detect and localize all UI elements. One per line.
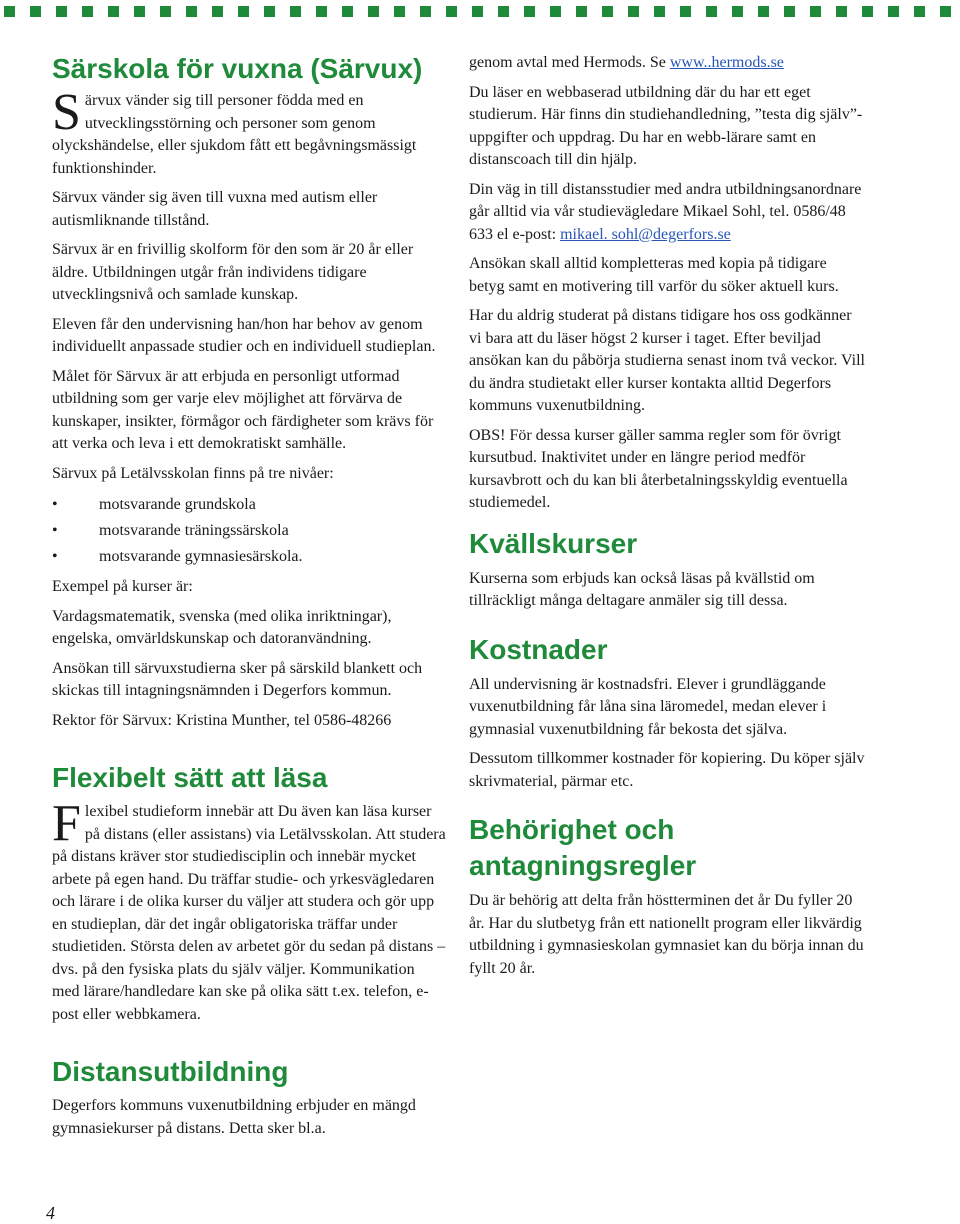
list-item: • motsvarande träningssärskola xyxy=(52,518,446,544)
border-dash xyxy=(56,6,67,17)
border-dash xyxy=(654,6,665,17)
border-dash xyxy=(680,6,691,17)
evening-courses-heading: Kvällskurser xyxy=(469,527,638,559)
eligibility-heading: Behörighet och antagningsregler xyxy=(469,814,697,881)
web-study-paragraph: Du läser en webbaserad utbildning där du har ett eget studierum. Här finns din studiehandledning, ”testa dig själv”-uppgifter och uppdrag. Du har en webb-lärare samt en distanscoach till din hjälp. xyxy=(469,83,863,168)
border-dash xyxy=(212,6,223,17)
application-paragraph: Ansökan skall alltid kompletteras med kopia på tidigare betyg samt en motivering till varför du söker aktuell kurs. xyxy=(469,255,839,295)
drop-cap: F xyxy=(52,795,81,852)
border-dash xyxy=(134,6,145,17)
border-dash xyxy=(758,6,769,17)
sarvux-paragraph-autism: Särvux vänder sig även till vuxna med autism eller autismliknande tillstånd. xyxy=(52,189,378,229)
counselor-paragraph xyxy=(469,179,865,247)
border-dash xyxy=(420,6,431,17)
sarvux-paragraph-goal: Målet för Särvux är att erbjuda en personligt utformad utbildning som ger varje elev möjlighet att förvärva de kunskaper, insikter, förmågor och färdigheter som krävs för att verka och leva i ett demokratiskt samhälle. xyxy=(52,367,434,452)
sarvux-paragraph-levels: Särvux på Letälvsskolan finns på tre nivåer: xyxy=(52,464,334,482)
evening-courses-paragraph: Kurserna som erbjuds kan också läsas på kvällstid om tillräckligt många deltagare anmäler sig till dessa. xyxy=(469,569,815,609)
border-dash xyxy=(82,6,93,17)
border-dash xyxy=(290,6,301,17)
border-dash xyxy=(628,6,639,17)
distance-heading: Distansutbildning xyxy=(52,1056,289,1087)
right-column xyxy=(469,52,865,987)
obs-paragraph: OBS! För dessa kurser gäller samma regler som för övrigt kursutbud. Inaktivitet under en längre period medför kursavbrott och du kan bli återbetalningsskyldig eventuella studiemedel. xyxy=(469,426,848,511)
costs-heading: Kostnader xyxy=(469,633,608,665)
left-column xyxy=(52,52,446,1147)
border-dash xyxy=(472,6,483,17)
sarvux-paragraph-voluntary: Särvux är en frivillig skolform för den som är 20 år eller äldre. Utbildningen utgår från individens tidigare utvecklingsnivå och samlade kunskap. xyxy=(52,241,414,303)
border-dash xyxy=(446,6,457,17)
border-dash xyxy=(394,6,405,17)
border-dash xyxy=(368,6,379,17)
border-dash xyxy=(524,6,535,17)
border-dash xyxy=(940,6,951,17)
border-dash xyxy=(498,6,509,17)
sarvux-intro-paragraph xyxy=(52,84,446,180)
email-link[interactable]: mikael. sohl@degerfors.se xyxy=(560,225,731,243)
hermods-link[interactable]: www..hermods.se xyxy=(669,54,784,71)
border-dash xyxy=(888,6,899,17)
sarvux-intro-text: ärvux vänder sig till personer födda med en utvecklingsstörning och personer som genom olyckshändelse, eller sjukdom fått ett begåvningsmässigt funktionshinder. xyxy=(52,92,417,177)
costs-paragraph: All undervisning är kostnadsfri. Elever i grundläggande vuxenutbildning får låna sina läromedel, medan elever i gymnasial vuxenutbildning får bekosta det själva. xyxy=(469,675,827,738)
border-dash xyxy=(342,6,353,17)
border-dash xyxy=(836,6,847,17)
sarvux-paragraph-teaching: Eleven får den undervisning han/hon har behov av genom individuellt anpassade studier och en individuell studieplan. xyxy=(52,315,436,355)
border-dash xyxy=(108,6,119,17)
border-dash xyxy=(264,6,275,17)
sarvux-paragraph-courses: Vardagsmatematik, svenska (med olika inriktningar), engelska, omvärldskunskap och datoranvändning. xyxy=(52,607,392,647)
border-dash xyxy=(602,6,613,17)
border-dash xyxy=(160,6,171,17)
border-dash xyxy=(550,6,561,17)
page-number: 4 xyxy=(46,1203,55,1223)
flex-paragraph xyxy=(52,795,446,1026)
levels-list xyxy=(52,492,446,570)
distance-rules-paragraph: Har du aldrig studerat på distans tidigare hos oss godkänner vi bara att du läser högst 2 kurser i taget. Efter beviljad ansökan kan du påbörja studierna senast inom två veckor. Vill du ändra studietakt eller kurser kontakta alltid Degerfors kommuns vuxenutbildning. xyxy=(469,307,865,414)
border-dash xyxy=(810,6,821,17)
border-dash xyxy=(186,6,197,17)
border-dash xyxy=(238,6,249,17)
hermods-paragraph xyxy=(469,52,865,75)
list-item: • motsvarande grundskola xyxy=(52,492,446,518)
border-dash xyxy=(784,6,795,17)
flex-text: lexibel studieform innebär att Du även kan läsa kurser på distans (eller assistans) via Letälvsskolan. Att studera på distans kräver stor studiedisciplin och innebär mycket arbete på egen hand. Du träffar studie- och yrkesvägledaren och lärare i de olika kurser du väljer att studera och gör upp en studieplan, där det ingår obligatoriska träffar under studietiden. Största delen av arbetet gör du sedan på distans – dvs. på den fysiska plats du själv väljer. Kommunikation med lärare/handledare kan ske på olika sätt t.ex. telefon, e-post eller webbkamera. xyxy=(52,803,446,1023)
border-dash xyxy=(706,6,717,17)
border-dash xyxy=(862,6,873,17)
hermods-text: genom avtal med Hermods. Se xyxy=(469,54,670,71)
sarvux-paragraph-application: Ansökan till särvuxstudierna sker på särskild blankett och skickas till intagningsnämnden i Degerfors kommun. xyxy=(52,659,423,699)
list-item: • motsvarande gymnasiesärskola. xyxy=(52,544,446,570)
sarvux-heading: Särskola för vuxna (Särvux) xyxy=(52,53,423,84)
drop-cap: S xyxy=(52,84,81,141)
eligibility-paragraph: Du är behörig att delta från höstterminen det år Du fyller 20 år. Har du slutbetyg från ett nationellt program eller likvärdig utbildning i gymnasieskolan gymnasiet kan du börja innan du fyllt 20 år. xyxy=(469,892,864,977)
sarvux-paragraph-principal: Rektor för Särvux: Kristina Munther, tel 0586-48266 xyxy=(52,711,392,729)
top-dashed-border xyxy=(0,6,960,18)
border-dash xyxy=(316,6,327,17)
border-dash xyxy=(732,6,743,17)
border-dash xyxy=(4,6,15,17)
distance-paragraph: Degerfors kommuns vuxenutbildning erbjuder en mängd gymnasiekurser på distans. Detta sker bl.a. xyxy=(52,1097,416,1137)
sarvux-paragraph-examples: Exempel på kurser är: xyxy=(52,578,193,595)
flex-heading: Flexibelt sätt att läsa xyxy=(52,762,328,793)
border-dash xyxy=(576,6,587,17)
border-dash xyxy=(914,6,925,17)
counselor-text: Din väg in till distansstudier med andra utbildningsanordnare går alltid via vår studievägledare Mikael Sohl, tel. 0586/48 633 el e-post: xyxy=(469,180,862,243)
border-dash xyxy=(30,6,41,17)
costs-extra-paragraph: Dessutom tillkommer kostnader för kopiering. Du köper själv skrivmaterial, pärmar etc. xyxy=(469,750,865,790)
